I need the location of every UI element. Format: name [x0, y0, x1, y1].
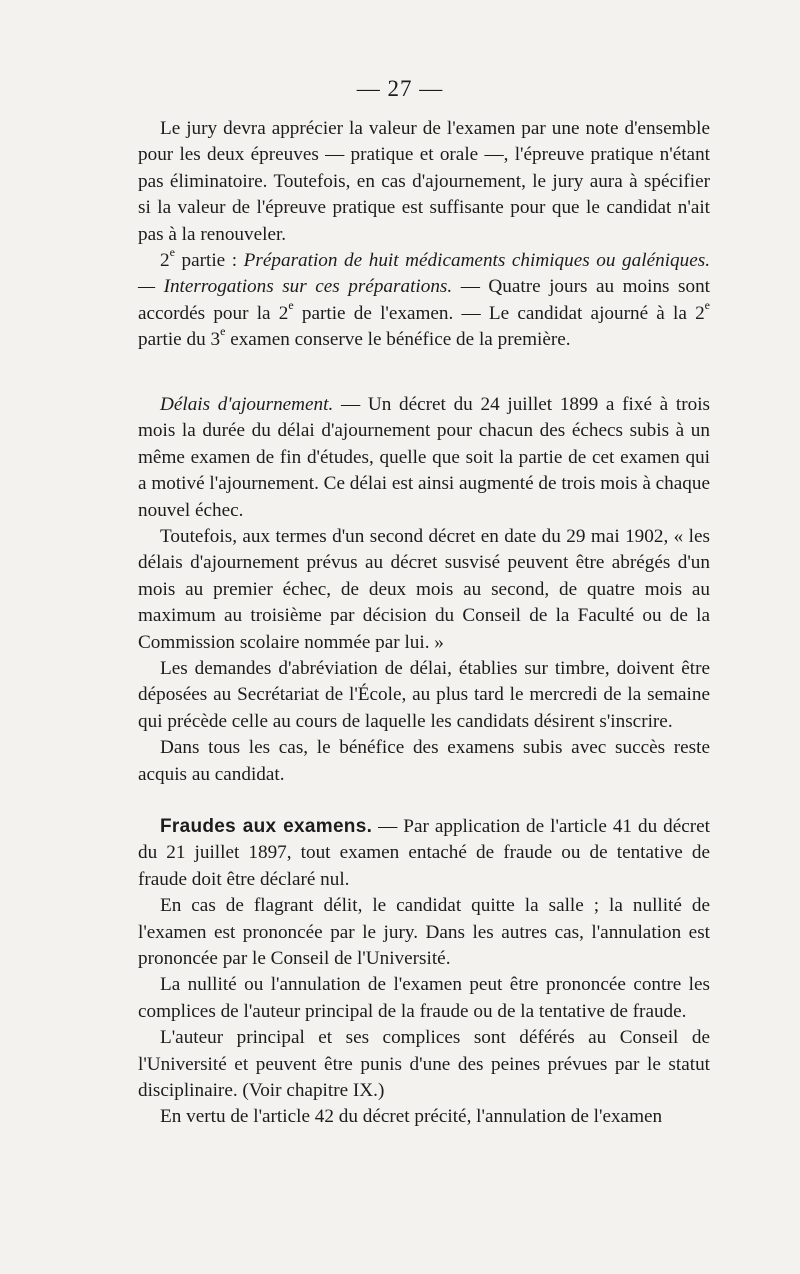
paragraph-benefit: Dans tous les cas, le bénéfice des examens subis avec succès reste acquis au candidat.: [138, 737, 710, 785]
superscript: e: [220, 324, 226, 339]
page-number: — 27 —: [356, 76, 444, 101]
paragraph-second-part: [138, 245, 710, 354]
text-run: — Quatre jours au moins sont accordés pour la 2: [138, 276, 710, 324]
paragraph-adjournment-delay: [138, 392, 710, 524]
text-run: — Par application de l'article 41 du décret du 21 juillet 1897, tout examen entaché de fraude ou de tentative de fraude doit être déclaré nul.: [138, 816, 710, 890]
paragraph-jury-evaluation: Le jury devra apprécier la valeur de l'examen par une note d'ensemble pour les deux épreuves — pratique et orale —, l'épreuve pratique n'étant pas éliminatoire. Toutefois, en cas d'ajournement, le jury aura à spécifier si la valeur de l'épreuve pratique est suffisante pour que le candidat n'ait pas à la renouveler.: [138, 118, 710, 245]
text-run: — Un décret du 24 juillet 1899 a fixé à trois mois la durée du délai d'ajournement pour chacun des échecs subis à un même examen de fin d'études, quelle que soit la partie de cet examen qui a motivé l'ajournement. Ce délai est ainsi augmenté de trois mois à chaque nouvel échec.: [138, 394, 710, 521]
paragraph-accomplices: La nullité ou l'annulation de l'examen peut être prononcée contre les complices de l'auteur principal de la fraude ou de la tentative de fraude.: [138, 974, 710, 1022]
paragraph-fraud-intro: [138, 814, 710, 893]
section-title-adjournment: Délais d'ajournement.: [160, 394, 334, 415]
exam-jury-section: [138, 116, 710, 354]
superscript: e: [704, 297, 710, 312]
preparation-title: Préparation de huit médicaments chimiques ou galéniques. — Interrogations sur ces préparations.: [138, 250, 710, 298]
superscript: e: [288, 297, 294, 312]
superscript: e: [169, 245, 175, 260]
paragraph-article-42: En vertu de l'article 42 du décret précité, l'annulation de l'examen: [160, 1106, 663, 1128]
ordinal: 2: [160, 250, 170, 272]
text-run: partie du 3: [138, 329, 221, 351]
part-label: partie :: [174, 250, 244, 272]
adjournment-section: [138, 392, 710, 788]
paragraph-flagrant: En cas de flagrant délit, le candidat quitte la salle ; la nullité de l'examen est prononcée par le jury. Dans les autres cas, l'annulation est prononcée par le Conseil de l'Université.: [138, 895, 710, 970]
paragraph-second-decree: Toutefois, aux termes d'un second décret en date du 29 mai 1902, « les délais d'ajournement prévus au décret susvisé peuvent être abrégés d'un mois au premier échec, de deux mois au second, de quatre mois au maximum au troisième par décision du Conseil de la Faculté ou de la Commission scolaire nommée par lui. »: [138, 526, 710, 653]
section-title-fraud: Fraudes aux examens.: [160, 816, 373, 837]
text-run: partie de l'examen. — Le candidat ajourné à la 2: [293, 302, 705, 324]
paragraph-council: L'auteur principal et ses complices sont déférés au Conseil de l'Université et peuvent être punis d'une des peines prévues par le statut disciplinaire. (Voir chapitre IX.): [138, 1027, 710, 1102]
fraud-section: [138, 814, 710, 1131]
paragraph-abbreviation-requests: Les demandes d'abréviation de délai, établies sur timbre, doivent être déposées au Secrétariat de l'École, au plus tard le mercredi de la semaine qui précède celle au cours de laquelle les candidats désirent s'inscrire.: [138, 658, 710, 732]
text-run: examen conserve le bénéfice de la première.: [225, 329, 571, 351]
